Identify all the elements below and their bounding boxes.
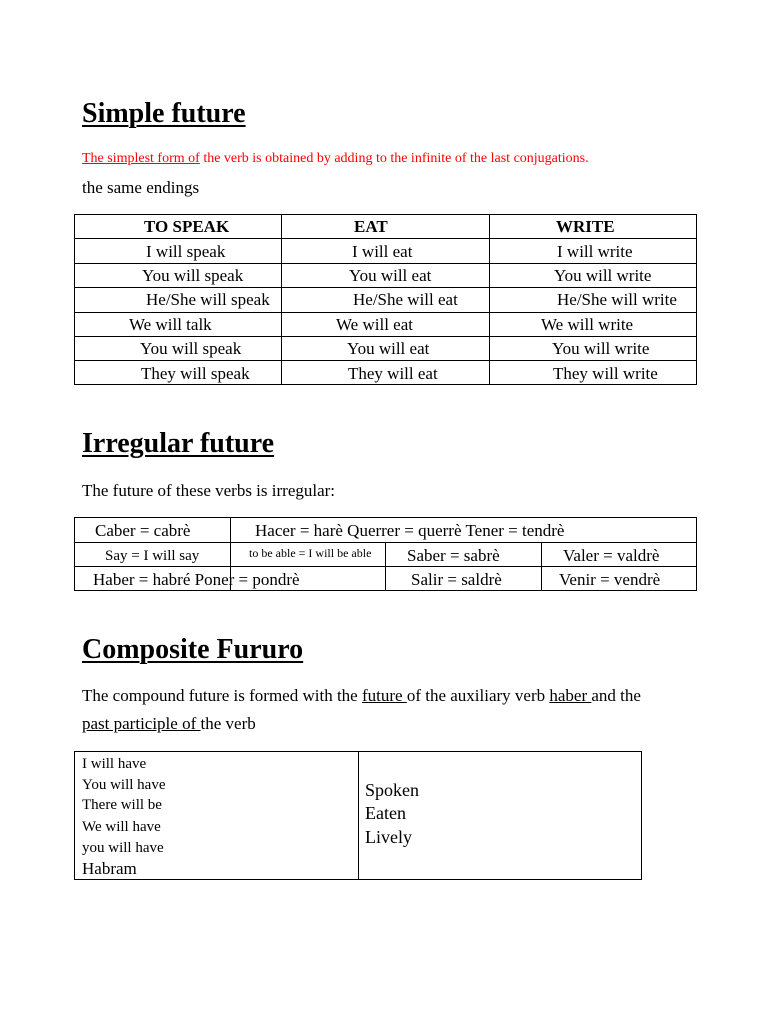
table-cell: you will have bbox=[82, 840, 164, 856]
table-cell: We will talk bbox=[129, 315, 212, 334]
table-cell: to be able = I will be able bbox=[249, 546, 372, 560]
simple-future-heading: Simple future bbox=[82, 98, 246, 129]
table-cell: We will write bbox=[541, 315, 634, 334]
red-note bbox=[82, 151, 589, 167]
table-cell: Eaten bbox=[365, 803, 406, 823]
red-note-underlined: The simplest form of bbox=[82, 151, 200, 166]
table-cell: Lively bbox=[365, 827, 412, 847]
table-cell: Saber = sabrè bbox=[407, 546, 500, 565]
table-cell: I will eat bbox=[352, 242, 413, 261]
red-note-rest: the verb is obtained by adding to the infinite of the last conjugations. bbox=[199, 151, 589, 166]
table-cell: There will be bbox=[82, 797, 162, 813]
table-cell: They will write bbox=[553, 364, 658, 383]
table-cell: You will speak bbox=[140, 339, 242, 358]
table-cell: I will have bbox=[82, 756, 147, 772]
table-cell: You will eat bbox=[349, 266, 432, 285]
table-cell: Haber = habré Poner = pondrè bbox=[93, 570, 300, 589]
irregular-intro-text: The future of these verbs is irregular: bbox=[82, 481, 336, 500]
table-cell: Caber = cabrè bbox=[95, 521, 191, 540]
table-cell: He/She will write bbox=[557, 290, 677, 309]
composite-paragraph-line2 bbox=[82, 714, 256, 734]
table-cell: Spoken bbox=[365, 780, 419, 800]
text-run: the verb bbox=[200, 714, 256, 733]
underlined-future: future bbox=[361, 686, 407, 705]
table-cell: I will speak bbox=[146, 242, 226, 261]
composite-paragraph-line1 bbox=[82, 686, 641, 706]
table-cell: We will have bbox=[82, 819, 161, 835]
text-run: of the auxiliary verb bbox=[406, 686, 550, 705]
table-cell: They will speak bbox=[141, 364, 250, 383]
table-cell: He/She will eat bbox=[353, 290, 458, 309]
table-cell: Salir = saldrè bbox=[411, 570, 502, 589]
header-write: WRITE bbox=[556, 217, 615, 236]
table-cell: They will eat bbox=[348, 364, 438, 383]
same-endings-text: the same endings bbox=[82, 178, 200, 197]
table-cell: Hacer = harè Querrer = querrè Tener = tendrè bbox=[255, 521, 565, 540]
underlined-haber: haber bbox=[549, 686, 592, 705]
header-to-speak: TO SPEAK bbox=[144, 217, 230, 236]
text-run: The compound future is formed with the bbox=[82, 686, 362, 705]
table-cell: You will write bbox=[552, 339, 650, 358]
table-cell: You will speak bbox=[142, 266, 244, 285]
table-cell: Venir = vendrè bbox=[559, 570, 661, 589]
table-cell: We will eat bbox=[336, 315, 413, 334]
table-cell: Habram bbox=[82, 859, 137, 878]
underlined-past-participle: past participle of bbox=[82, 714, 201, 733]
table-cell: You will eat bbox=[347, 339, 430, 358]
header-eat: EAT bbox=[354, 217, 388, 236]
table-cell: He/She will speak bbox=[146, 290, 270, 309]
table-cell: You will write bbox=[554, 266, 652, 285]
table-cell: Valer = valdrè bbox=[563, 546, 660, 565]
table-cell: Say = I will say bbox=[105, 548, 200, 564]
irregular-future-heading: Irregular future bbox=[82, 428, 275, 459]
composite-future-heading: Composite Fururo bbox=[82, 634, 304, 665]
text-run: and the bbox=[591, 686, 641, 705]
table-cell: I will write bbox=[557, 242, 633, 261]
table-cell: You will have bbox=[82, 777, 166, 793]
